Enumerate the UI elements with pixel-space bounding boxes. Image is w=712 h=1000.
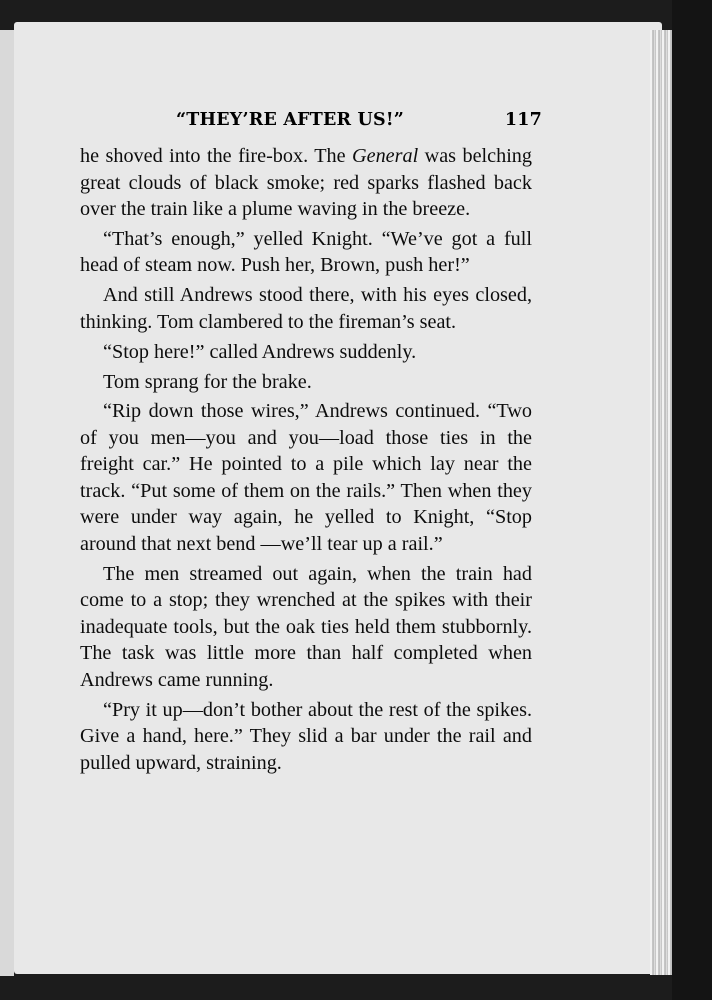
paragraph-2: “That’s enough,” yelled Knight. “We’ve got a full head of steam now. Push her, Brown, push her!” — [80, 227, 532, 277]
paragraph-3: And still Andrews stood there, with his eyes closed, thinking. Tom clambered to the fireman’s seat. — [80, 284, 532, 333]
body-text — [80, 143, 532, 776]
paragraph-1 — [80, 143, 532, 223]
paragraph-1-text-a: he shoved into the fire-box. The — [80, 145, 353, 167]
previous-page-edge — [0, 30, 14, 976]
book-cover — [672, 0, 712, 1000]
paragraph-8: “Pry it up—don’t bother about the rest of the spikes. Give a hand, here.” They slid a bar under the rail and pulled upward, straining. — [80, 698, 532, 774]
chapter-title: “THEY’RE AFTER US!” — [176, 110, 404, 130]
paragraph-7: The men streamed out again, when the train had come to a stop; they wrenched at the spikes with their inadequate tools, but the oak ties held them stubbornly. The task was little more than half completed when Andrews came running. — [80, 562, 532, 691]
page-stack-edge — [650, 30, 672, 975]
paragraph-4: “Stop here!” called Andrews suddenly. — [103, 340, 417, 363]
paragraph-1-text-b: was belching great clouds of black smoke; red sparks flashed back over the train like a plume waving in the breeze. — [80, 145, 532, 220]
paragraph-1-italic-general: General — [352, 145, 419, 167]
running-head — [70, 110, 546, 140]
paragraph-5: Tom sprang for the brake. — [103, 370, 312, 393]
paragraph-6: “Rip down those wires,” Andrews continued. “Two of you men—you and you—load those ties in the freight car.” He pointed to a pile which lay near the track. “Put some of them on the rails.” Then when they were under way again, he yelled to Knight, “Stop around that next bend —we’ll tear up a rail.” — [80, 400, 532, 555]
page-number: 117 — [504, 110, 542, 130]
